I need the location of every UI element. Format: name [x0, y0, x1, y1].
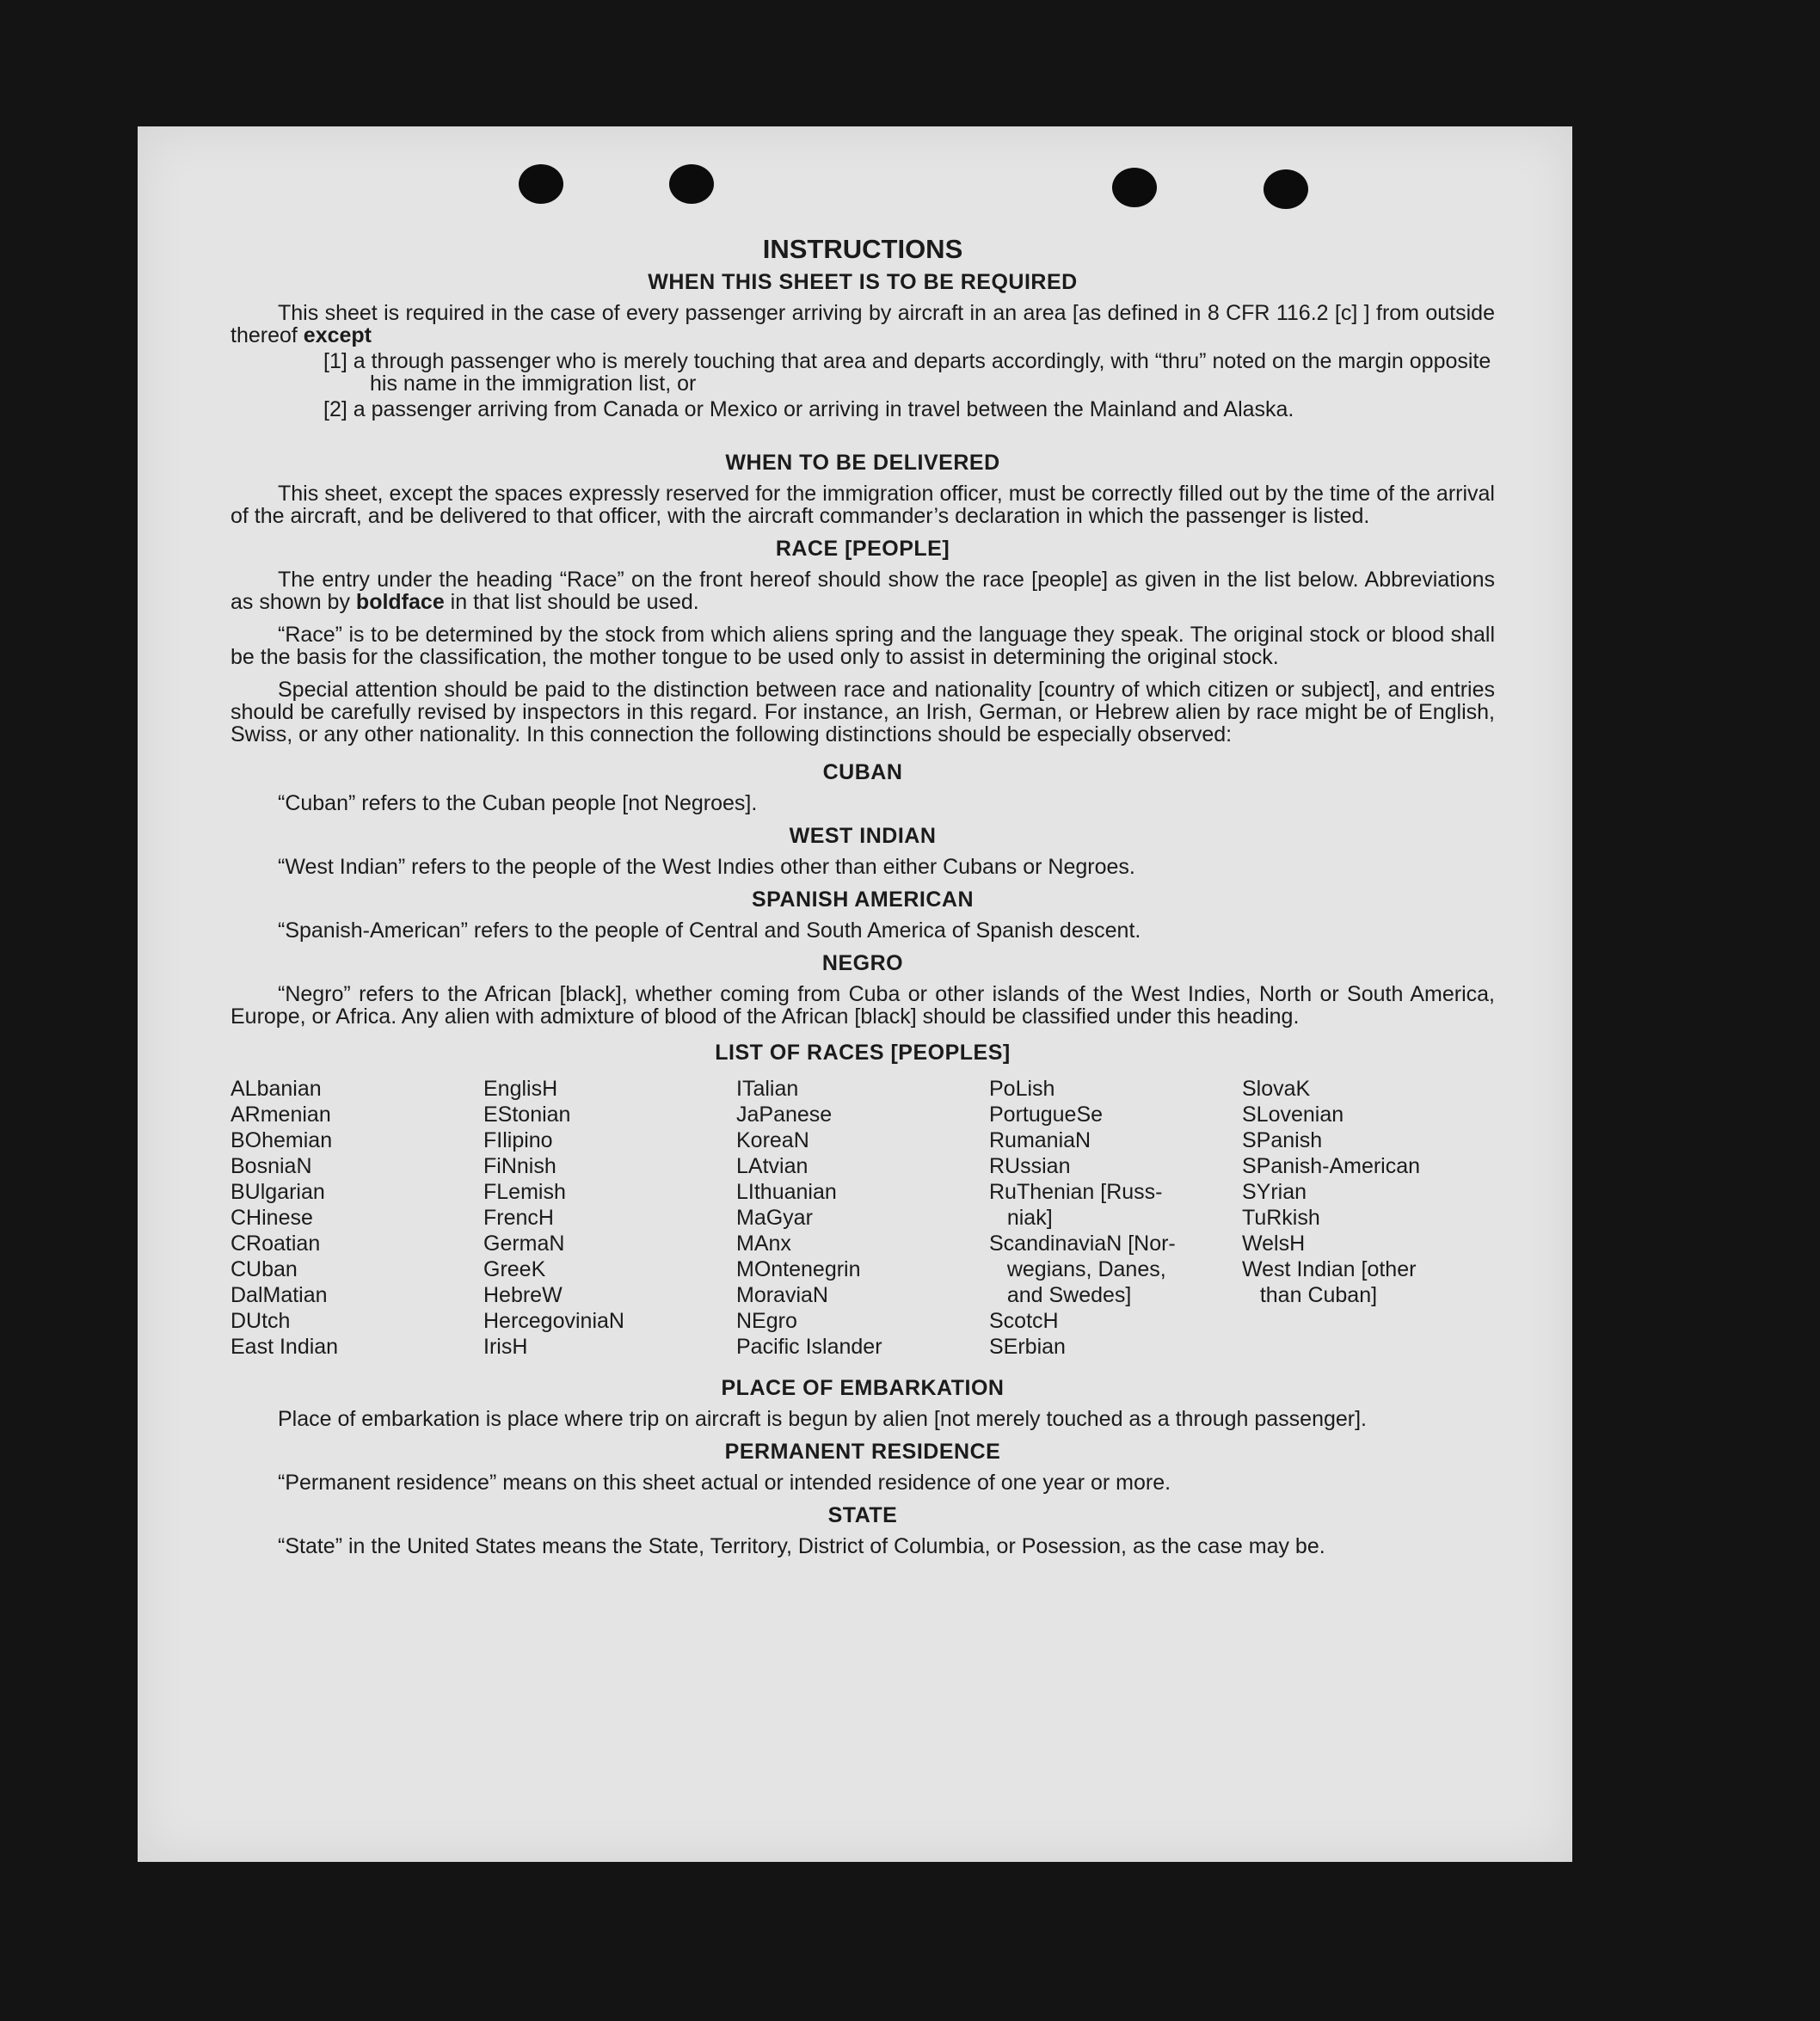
race-entry: JaPanese [736, 1103, 833, 1127]
race-entry: PortugueSe [989, 1103, 1104, 1127]
race-entry: HercegoviniaN [483, 1309, 624, 1333]
race-entry: Pacific Islander [736, 1335, 882, 1359]
race-entry: FIlipino [483, 1128, 553, 1152]
instructions-content [231, 234, 1495, 1558]
heading-when-delivered: WHEN TO BE DELIVERED [725, 451, 1000, 475]
race-entry: BUlgarian [231, 1180, 325, 1204]
race-entry: BosniaN [231, 1154, 312, 1178]
race-entry: MAnx [736, 1232, 791, 1256]
race-entry: SPanish-American [1242, 1154, 1421, 1178]
race-entry: PoLish [989, 1077, 1055, 1101]
exception-item: [1] a through passenger who is merely touching that area and departs accordingly, with “thru” noted on the margin opposite his name in the immigration list, or [323, 349, 1491, 396]
race-entry: ScotcH [989, 1309, 1059, 1333]
race-entry: BOhemian [231, 1128, 333, 1152]
race-entry: EnglisH [483, 1077, 558, 1101]
when-delivered-text: This sheet, except the spaces expressly reserved for the immigration officer, must be correctly filled out by the time of the arrival of the aircraft, and be delivered to that officer, with the aircraft commander’s declaration in which the passenger is listed. [231, 482, 1495, 528]
punch-hole [519, 164, 563, 204]
race-entry: NEgro [736, 1309, 797, 1333]
punch-hole [1264, 169, 1308, 209]
heading-cuban: CUBAN [822, 760, 903, 784]
race-entry: HebreW [483, 1283, 563, 1307]
west-indian-text: “West Indian” refers to the people of the West Indies other than either Cubans or Negroes. [278, 855, 1135, 879]
race-entry: RuThenian [Russ- [989, 1180, 1163, 1204]
race-entry: TuRkish [1242, 1206, 1320, 1230]
document-page [138, 126, 1572, 1862]
race-entry: LAtvian [736, 1154, 809, 1178]
race-entry: IrisH [483, 1335, 528, 1359]
race-column [736, 1076, 989, 1360]
race-paragraph-3: Special attention should be paid to the distinction between race and nationality [country of which citizen or subject], and entries should be carefully revised by inspectors in this regard. For instance, an Irish, German, or Hebrew alien by race might be of English, Swiss, or any other nationality. In this connection the following distinctions should be especially observed: [231, 678, 1495, 746]
race-entry: DUtch [231, 1309, 291, 1333]
race-column [483, 1076, 736, 1360]
state-text: “State” in the United States means the State, Territory, District of Columbia, or Posession, as the case may be. [278, 1534, 1325, 1558]
race-paragraph-1: The entry under the heading “Race” on the front hereof should show the race [people] as given in the list below. Abbreviations as shown by boldface in that list should be used. [231, 568, 1495, 614]
heading-spanish-american: SPANISH AMERICAN [751, 888, 974, 912]
race-entry: FLemish [483, 1180, 566, 1204]
heading-list-of-races: LIST OF RACES [PEOPLES] [715, 1041, 1011, 1065]
race-entry: GermaN [483, 1232, 565, 1256]
embarkation-text: Place of embarkation is place where trip on aircraft is begun by alien [not merely touched as a through passenger]. [278, 1407, 1367, 1431]
heading-race: RACE [PEOPLE] [775, 537, 950, 561]
race-entry: RUssian [989, 1154, 1071, 1178]
heading-when-required: WHEN THIS SHEET IS TO BE REQUIRED [648, 270, 1078, 294]
race-entry: niak] [989, 1206, 1053, 1230]
race-entry: MOntenegrin [736, 1257, 861, 1281]
race-entry: GreeK [483, 1257, 546, 1281]
race-column [231, 1076, 483, 1360]
heading-negro: NEGRO [821, 951, 904, 975]
race-entry: RumaniaN [989, 1128, 1091, 1152]
race-entry: WelsH [1242, 1232, 1306, 1256]
race-entry: SLovenian [1242, 1103, 1344, 1127]
race-entry: CHinese [231, 1206, 313, 1230]
race-entry: wegians, Danes, [989, 1257, 1166, 1281]
race-entry: and Swedes] [989, 1283, 1132, 1307]
race-entry: LIthuanian [736, 1180, 837, 1204]
punch-hole [1112, 168, 1157, 207]
race-entry: SlovaK [1242, 1077, 1311, 1101]
spanish-american-text: “Spanish-American” refers to the people of Central and South America of Spanish descent. [278, 918, 1141, 943]
race-entry: EStonian [483, 1103, 571, 1127]
when-required-intro: This sheet is required in the case of every passenger arriving by aircraft in an area [as defined in 8 CFR 116.2 [c] ] from outside thereof except [231, 301, 1495, 347]
negro-text: “Negro” refers to the African [black], whether coming from Cuba or other islands of the West Indies, North or South America, Europe, or Africa. Any alien with admixture of blood of the African [black] should be classified under this heading. [231, 982, 1495, 1029]
residence-text: “Permanent residence” means on this sheet actual or intended residence of one year or more. [278, 1471, 1171, 1495]
race-list [231, 1076, 1495, 1360]
race-entry: ITalian [736, 1077, 799, 1101]
exception-item: [2] a passenger arriving from Canada or Mexico or arriving in travel between the Mainland and Alaska. [323, 397, 1294, 421]
race-entry: ScandinaviaN [Nor- [989, 1232, 1176, 1256]
heading-state: STATE [827, 1503, 898, 1527]
race-entry: ALbanian [231, 1077, 322, 1101]
race-entry: West Indian [other [1242, 1257, 1417, 1281]
heading-permanent-residence: PERMANENT RESIDENCE [724, 1440, 1001, 1464]
race-paragraph-2: “Race” is to be determined by the stock from which aliens spring and the language they speak. The original stock or blood shall be the basis for the classification, the mother tongue to be used only to assist in determining the original stock. [231, 623, 1495, 669]
race-column [989, 1076, 1242, 1360]
race-entry: SErbian [989, 1335, 1066, 1359]
race-entry: CRoatian [231, 1232, 321, 1256]
race-entry: than Cuban] [1242, 1283, 1378, 1307]
race-entry: KoreaN [736, 1128, 809, 1152]
punch-hole [669, 164, 714, 204]
race-entry: FrencH [483, 1206, 554, 1230]
cuban-text: “Cuban” refers to the Cuban people [not Negroes]. [278, 791, 758, 815]
race-entry: DalMatian [231, 1283, 328, 1307]
race-entry: ARmenian [231, 1103, 331, 1127]
race-entry: MaGyar [736, 1206, 813, 1230]
page-title: INSTRUCTIONS [762, 234, 963, 264]
heading-embarkation: PLACE OF EMBARKATION [721, 1376, 1005, 1400]
race-entry: East Indian [231, 1335, 339, 1359]
race-entry: MoraviaN [736, 1283, 828, 1307]
heading-west-indian: WEST INDIAN [789, 824, 937, 848]
race-column [1242, 1076, 1495, 1360]
race-entry: CUban [231, 1257, 298, 1281]
race-entry: SYrian [1242, 1180, 1307, 1204]
race-entry: FiNnish [483, 1154, 556, 1178]
race-entry: SPanish [1242, 1128, 1323, 1152]
